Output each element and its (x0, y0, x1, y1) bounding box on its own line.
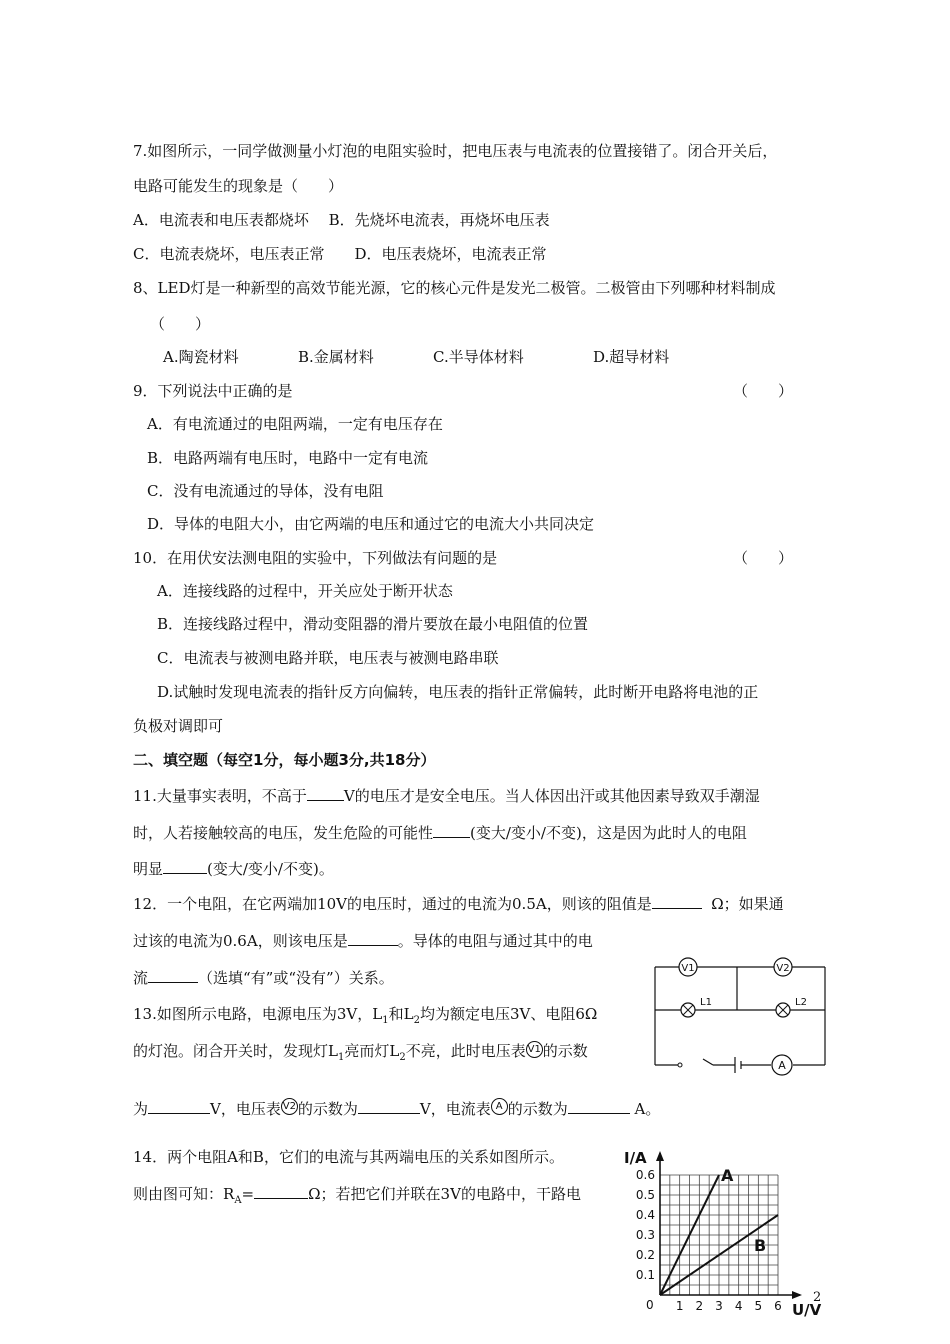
q11-line2 (133, 822, 747, 843)
svg-text:A: A (778, 1059, 786, 1072)
q9-option-c: C．没有电流通过的导体，没有电阻 (147, 482, 384, 500)
q13-text: L (328, 1042, 338, 1060)
chart-y-arrow (656, 1151, 664, 1161)
chart-y-axis-label: I/A (624, 1149, 647, 1167)
q13-subscript: 2 (413, 1015, 420, 1026)
q13-text: 亮而灯 (344, 1042, 390, 1060)
q13-text: 均为额定电压3V、电阻6Ω (419, 1005, 598, 1023)
q11-text: 11.大量事实表明，不高于 (133, 787, 307, 805)
q13-text: 不亮，此时电压表 (405, 1042, 526, 1060)
q14-text: = (241, 1185, 255, 1203)
q9-option-d: D．导体的电阻大小，由它两端的电压和通过它的电流大小共同决定 (147, 515, 595, 533)
q14-subscript: A (234, 1195, 242, 1206)
voltmeter-v1-symbol: V1 (526, 1041, 543, 1058)
q12-text: （选填“有”或“没有”）关系。 (198, 969, 394, 987)
chart-x-tick-label: 4 (734, 1299, 743, 1313)
ammeter-icon (772, 1055, 792, 1075)
q11-text: V的电压才是安全电压。当人体因出汗或其他因素导致双手潮湿 (343, 787, 760, 805)
answer-blank (148, 1098, 210, 1114)
q10-option-c: C．电流表与被测电路并联，电压表与被测电路串联 (157, 649, 499, 667)
q13-text: L (372, 1005, 383, 1023)
q13-subscript: 2 (399, 1052, 406, 1063)
q13-text: V，电压表 (210, 1100, 281, 1118)
q10-option-d-cont: 负极对调即可 (133, 717, 224, 735)
q13-text: L (403, 1005, 414, 1023)
voltmeter-v1-icon (679, 958, 697, 976)
q12-line3 (133, 967, 394, 988)
q12-line1 (133, 893, 784, 914)
chart-series-label-a: A (721, 1166, 734, 1185)
q13-line2 (133, 1041, 588, 1068)
q11-text: 时，人若接触较高的电压，发生危险的可能性 (133, 824, 434, 842)
q13-text: A。 (634, 1100, 661, 1118)
q8-option-d: D.超导材料 (593, 348, 670, 366)
answer-blank (652, 893, 702, 909)
chart-x-tick-label: 5 (754, 1299, 763, 1313)
chart-y-tick-label: 0.1 (635, 1268, 655, 1282)
q10-option-b: B．连接线路过程中，滑动变阻器的滑片要放在最小电阻值的位置 (157, 615, 589, 633)
ammeter-symbol: A (491, 1098, 508, 1115)
chart-series-label-b: B (754, 1236, 767, 1255)
q8-answer-paren: （ ） (150, 315, 211, 333)
chart-y-tick-label: 0.3 (635, 1228, 655, 1242)
q9-option-b: B．电路两端有电压时，电路中一定有电流 (147, 449, 429, 467)
q10-option-a: A．连接线路的过程中，开关应处于断开状态 (157, 582, 453, 600)
svg-text:L1: L1 (700, 997, 712, 1008)
voltmeter-v2-symbol: V2 (281, 1098, 298, 1115)
answer-blank (568, 1098, 630, 1114)
answer-blank (358, 1098, 420, 1114)
section-heading: 二、填空题（每空1分，每小题3分,共18分） (133, 751, 436, 769)
q13-text: 的示数为 (507, 1100, 568, 1118)
lamp-l2-icon (776, 997, 807, 1017)
q14-line2 (133, 1183, 581, 1211)
q13-text: 的灯泡。闭合开关时，发现灯 (133, 1042, 329, 1060)
q11-text: (变大/变小/不变)，这是因为此时人的电阻 (470, 824, 747, 842)
q13-text: 的示数为 (297, 1100, 358, 1118)
circuit-diagram (645, 955, 835, 1085)
chart-x-tick-label: 3 (715, 1299, 723, 1313)
q11-text: (变大/变小/不变)。 (207, 860, 334, 878)
q10-stem: 10．在用伏安法测电阻的实验中，下列做法有问题的是 (133, 549, 498, 567)
q9-answer-paren: （ ） (733, 382, 794, 400)
q13-subscript: 1 (382, 1015, 389, 1026)
q8-stem: 8、LED灯是一种新型的高效节能光源，它的核心元件是发光二极管。二极管由下列哪种材料制成 (133, 279, 776, 297)
q12-line2 (133, 930, 593, 951)
lamp-l1-icon (681, 997, 712, 1017)
q12-text: 。导体的电阻与通过其中的电 (397, 932, 593, 950)
chart-y-tick-label: 0.2 (635, 1248, 655, 1262)
iu-chart (612, 1140, 842, 1340)
answer-blank (307, 785, 344, 801)
voltmeter-v2-icon (774, 958, 792, 976)
chart-y-tick-label: 0.4 (635, 1208, 655, 1222)
answer-blank (348, 930, 398, 946)
q8-option-c: C.半导体材料 (433, 348, 524, 366)
q13-line1 (133, 1004, 597, 1031)
q8-option-b: B.金属材料 (298, 348, 374, 366)
q14-text: Ω；若把它们并联在3V的电路中，干路电 (308, 1185, 581, 1203)
q14-text: R (223, 1185, 235, 1203)
q12-text: 12．一个电阻，在它两端加10V的电压时，通过的电流为0.5A，则该的阻值是 (133, 895, 652, 913)
page-number: 2 (813, 1290, 822, 1305)
q14-line1: 14．两个电阻A和B，它们的电流与其两端电压的关系如图所示。 (133, 1148, 564, 1166)
q8-option-a: A.陶瓷材料 (163, 348, 239, 366)
chart-x-arrow (792, 1291, 802, 1299)
answer-blank (163, 858, 207, 874)
svg-text:V1: V1 (681, 963, 695, 974)
q7-options-cd: C．电流表烧坏，电压表正常 D．电压表烧坏，电流表正常 (133, 245, 547, 263)
q12-text: 流 (133, 969, 149, 987)
q13-text: L (389, 1042, 400, 1060)
q12-text: Ω；如果通 (711, 895, 784, 913)
q11-line1 (133, 785, 760, 806)
svg-text:L2: L2 (795, 997, 807, 1008)
q11-line3 (133, 858, 334, 879)
chart-x-tick-label: 6 (774, 1299, 782, 1313)
svg-text:V2: V2 (776, 963, 790, 974)
q9-stem: 9．下列说法中正确的是 (133, 382, 293, 400)
q7-options-ab: A．电流表和电压表都烧坏 B．先烧坏电流表，再烧坏电压表 (133, 211, 550, 229)
q13-subscript: 1 (337, 1052, 345, 1063)
q10-answer-paren: （ ） (733, 549, 794, 567)
q9-option-a: A．有电流通过的电阻两端，一定有电压存在 (147, 415, 443, 433)
chart-y-tick-label: 0.6 (635, 1168, 655, 1182)
q13-text: 和 (388, 1005, 404, 1023)
answer-blank (433, 822, 470, 838)
q14-text: 则由图可知： (133, 1185, 224, 1203)
q13-text: 的示数 (542, 1042, 588, 1060)
q11-text: 明显 (133, 860, 164, 878)
answer-blank (148, 967, 198, 983)
chart-x-tick-label: 1 (675, 1299, 684, 1313)
chart-grid (660, 1175, 778, 1295)
q13-line3 (133, 1098, 660, 1119)
chart-x-tick-label: 2 (695, 1299, 704, 1313)
q10-option-d: D.试触时发现电流表的指针反方向偏转，电压表的指针正常偏转，此时断开电路将电池的正 (157, 683, 759, 701)
q13-text: 为 (133, 1100, 149, 1118)
q12-text: 过该的电流为0.6A，则该电压是 (133, 932, 348, 950)
q13-text: 13.如图所示电路，电源电压为3V， (133, 1005, 373, 1023)
chart-y-tick-label: 0.5 (635, 1188, 655, 1202)
q13-text: V，电流表 (419, 1100, 491, 1118)
answer-blank (254, 1183, 308, 1199)
chart-x-axis-label: U/V (792, 1301, 822, 1319)
q7-stem-line1: 7.如图所示，一同学做测量小灯泡的电阻实验时，把电压表与电流表的位置接错了。闭合开关后， (133, 142, 778, 160)
q7-stem-line2: 电路可能发生的现象是（ ） (133, 177, 344, 195)
chart-origin-label: 0 (646, 1298, 654, 1312)
